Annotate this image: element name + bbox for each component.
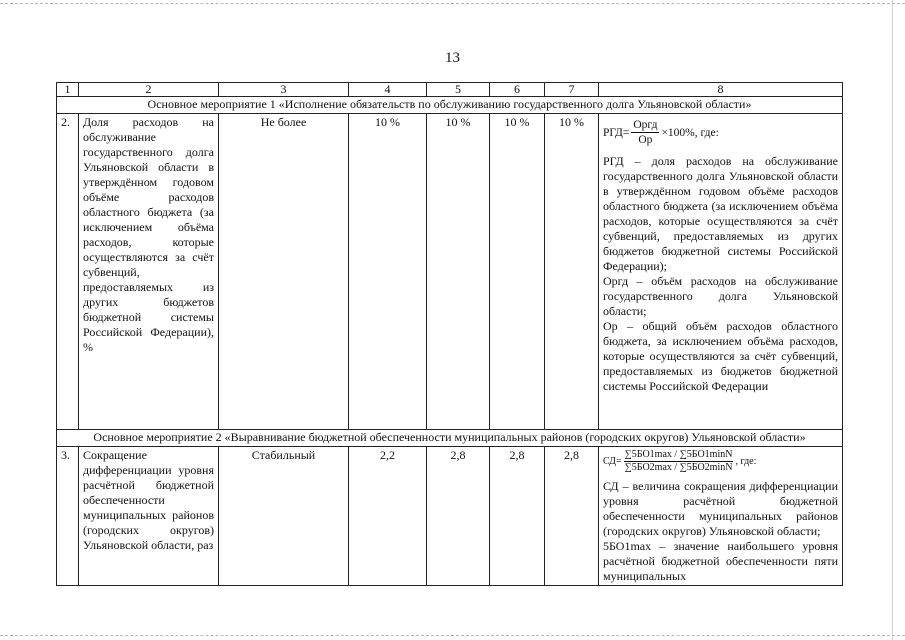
- formula-lhs: СД=: [603, 455, 622, 467]
- header-cell: 1: [57, 83, 79, 97]
- formula-rhs: , где:: [735, 455, 757, 467]
- header-row: [57, 83, 843, 97]
- header-cell: 3: [219, 83, 349, 97]
- formula-numerator: Оргд: [631, 118, 659, 133]
- scan-edge-top: [0, 3, 905, 4]
- scan-edge-right: [892, 0, 893, 640]
- formula-numerator: ∑5БО1max / ∑5БО1minN: [624, 449, 734, 463]
- methodology-text: РГД – доля расходов на обслуживание государственного долга Ульяновской области в утверждённом годовом объёме расходов областного бюджета (за исключением объёма расходов, которые осуществляются за счёт субвенций, предоставляемых из других бюджетов бюджетной системы Российской Федерации);: [603, 153, 838, 273]
- formula: [603, 449, 838, 475]
- scan-edge-bottom: [0, 635, 905, 636]
- indicator-criterion: Не более: [219, 113, 349, 429]
- row-number: 2.: [57, 113, 79, 429]
- indicator-name: Сокращение дифференциации уровня расчётной бюджетной обеспеченности муниципальных районов (городских округов) Ульяновской области, раз: [79, 446, 219, 585]
- section-row-1: [57, 97, 843, 114]
- section-row-2: [57, 429, 843, 446]
- indicators-table: [56, 82, 843, 586]
- value-col-5: 10 %: [427, 113, 490, 429]
- formula-denominator: Ор: [638, 134, 653, 147]
- section-title-2: Основное мероприятие 2 «Выравнивание бюджетной обеспеченности муниципальных районов (городских округов) Ульяновской области»: [57, 429, 843, 446]
- indicator-name: Доля расходов на обслуживание государственного долга Ульяновской области в утверждённом годовом объёме расходов областного бюджета (за исключением объёма расходов, которые осуществляются за счёт субвенций, предоставляемых из других бюджетов бюджетной системы Российской Федерации), %: [79, 113, 219, 429]
- header-cell: 8: [599, 83, 843, 97]
- table-row: [57, 113, 843, 429]
- value-col-6: 2,8: [490, 446, 545, 585]
- formula-fraction: [624, 449, 734, 475]
- header-cell: 6: [490, 83, 545, 97]
- value-col-7: 10 %: [545, 113, 599, 429]
- value-col-4: 10 %: [349, 113, 427, 429]
- methodology-text: 5БО1max – значение наибольшего уровня расчётной бюджетной обеспеченности пяти муниципальных: [603, 538, 838, 583]
- formula-lhs: РГД=: [603, 126, 630, 139]
- methodology-text: Ор – общий объём расходов областного бюджета, за исключением объёма расходов, которые осуществляются за счёт субвенций, предоставляемых из бюджетов бюджетной системы Российской Федерации: [603, 318, 838, 393]
- header-cell: 7: [545, 83, 599, 97]
- table-row: [57, 446, 843, 585]
- row-number: 3.: [57, 446, 79, 585]
- methodology-text: Оргд – объём расходов на обслуживание государственного долга Ульяновской области;: [603, 273, 838, 318]
- formula-fraction: [631, 118, 659, 148]
- header-cell: 5: [427, 83, 490, 97]
- value-col-4: 2,2: [349, 446, 427, 585]
- value-col-5: 2,8: [427, 446, 490, 585]
- section-title-1: Основное мероприятие 1 «Исполнение обязательств по обслуживанию государственного долга Ульяновской области»: [57, 97, 843, 114]
- value-col-6: 10 %: [490, 113, 545, 429]
- formula-denominator: ∑5БО2max / ∑5БО2minN: [624, 462, 733, 474]
- page-number: 13: [445, 50, 460, 66]
- methodology-cell: [599, 446, 843, 585]
- formula: [603, 118, 838, 148]
- indicator-criterion: Стабильный: [219, 446, 349, 585]
- header-cell: 4: [349, 83, 427, 97]
- methodology-text: СД – величина сокращения дифференциации уровня расчётной бюджетной обеспеченности муниципальных районов (городских округов) Ульяновской области;: [603, 478, 838, 538]
- value-col-7: 2,8: [545, 446, 599, 585]
- methodology-cell: [599, 113, 843, 429]
- formula-rhs: ×100%, где:: [661, 126, 719, 139]
- header-cell: 2: [79, 83, 219, 97]
